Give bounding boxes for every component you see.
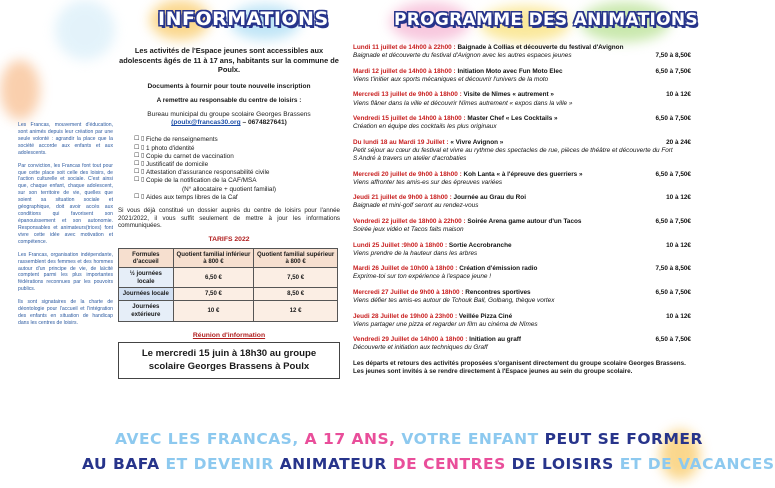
event-date: Vendredi 15 juillet de 14h00 à 18h00 : bbox=[353, 115, 466, 123]
event-header bbox=[353, 68, 691, 76]
event-price: 6,50 à 7,50€ bbox=[655, 336, 691, 344]
event-price: 6,50 à 7,50€ bbox=[655, 67, 691, 75]
event-date: Jeudi 28 Juillet de 19h00 à 23h00 : bbox=[353, 312, 458, 320]
event-description: Viens défier tes amis-es autour de Tchouk Ball, Golbang, thèque vortex bbox=[353, 297, 555, 305]
event-date: Vendredi 29 Juillet de 14h00 à 18h00 : bbox=[353, 336, 468, 344]
checkbox-icon: ☐ ▯ bbox=[134, 152, 145, 159]
event-name: Veillée Pizza Ciné bbox=[458, 312, 513, 320]
event-item bbox=[353, 44, 691, 60]
event-description: Viens prendre de la hauteur dans les arbres bbox=[353, 249, 478, 257]
event-header bbox=[353, 336, 691, 344]
table-cell: Journées locale bbox=[119, 288, 174, 301]
event-header bbox=[353, 265, 691, 273]
paint-splash bbox=[0, 60, 40, 120]
events-list bbox=[353, 44, 691, 353]
event-price: 6,50 à 7,50€ bbox=[655, 115, 691, 123]
event-price: 7,50 à 8,50€ bbox=[655, 52, 691, 60]
table-cell: ½ journées locale bbox=[119, 267, 174, 288]
event-date: Mardi 26 Juillet de 10h00 à 18h00 : bbox=[353, 265, 458, 273]
event-header bbox=[353, 218, 691, 226]
slogan-line-2: AU BAFA ET DEVENIR ANIMATEUR DE CENTRES DE LOISIRS ET DE VACANCES bbox=[82, 455, 775, 473]
reunion-title: Réunion d'information bbox=[192, 331, 266, 339]
table-cell: 12 € bbox=[254, 301, 338, 322]
table-header-row bbox=[119, 248, 338, 267]
checkbox-icon: ☐ ▯ bbox=[134, 144, 145, 151]
informations-title: INFORMATIONS bbox=[158, 8, 329, 30]
paragraph: Ils sont signataires de la charte de déontologie pour l'accueil et l'intégration des enfants en situation de handicap dans les centres de loisirs. bbox=[18, 299, 113, 326]
event-description: Baignade et mini-golf seront au rendez-vous bbox=[353, 202, 479, 210]
event-price: 6,50 à 7,50€ bbox=[655, 170, 691, 178]
event-description: Viens t'initier aux sports mécaniques et découvrir l'univers de la moto bbox=[353, 75, 549, 83]
event-description: Baignade et découverte du festival d'Avignon avec les autres espaces jeunes 7,50 à 8,50€ bbox=[353, 52, 691, 60]
slogan-line-1: AVEC LES FRANCAS, A 17 ANS, VOTRE ENFANT PEUT SE FORMER bbox=[115, 430, 703, 448]
event-description: Exprime-toi sur ton expérience à l'espace jeune ! bbox=[353, 273, 491, 281]
remettre-text: A remettre au responsable du centre de loisirs : bbox=[156, 97, 302, 105]
informations-section bbox=[118, 46, 340, 379]
documents-checklist bbox=[134, 136, 340, 202]
checkbox-icon: ☐ ▯ bbox=[134, 136, 145, 143]
dossier-note: Si vous déjà constitué un dossier auprès du centre de loisirs pour l'année 2021/2022, il vous suffit seulement de mettre à jour les informations communiquées. bbox=[118, 206, 340, 230]
event-name: Sortie Accrobranche bbox=[448, 241, 512, 249]
event-item bbox=[353, 68, 691, 84]
event-item bbox=[353, 115, 691, 131]
table-cell: 6,50 € bbox=[173, 267, 254, 288]
event-item bbox=[353, 218, 691, 234]
event-description: Soirée jeux vidéo et Tacos faits maison bbox=[353, 226, 464, 234]
event-name: Koh Lanta « à l'épreuve des guerriers » bbox=[463, 170, 583, 178]
table-row bbox=[119, 267, 338, 288]
event-header bbox=[353, 313, 691, 321]
event-date: Mercredi 20 juillet de 9h00 à 18h00 : bbox=[353, 170, 462, 178]
event-date: Mercredi 13 juillet de 9h00 à 18h00 : bbox=[353, 91, 462, 99]
event-name: Soirée Arena game autour d'un Tacos bbox=[467, 217, 582, 225]
list-item: ☐ ▯ Attestation d'assurance responsabilité civile bbox=[134, 169, 270, 177]
event-header bbox=[353, 91, 691, 99]
table-row bbox=[119, 301, 338, 322]
event-item bbox=[353, 171, 691, 187]
table-cell: Journées extérieure bbox=[119, 301, 174, 322]
event-price: 7,50 à 8,50€ bbox=[655, 265, 691, 273]
tarifs-table bbox=[118, 248, 338, 322]
event-description: Découverte et initiation aux techniques du Graff bbox=[353, 344, 488, 352]
event-name: Visite de Nîmes « autrement » bbox=[463, 91, 554, 99]
event-name: Initiation Moto avec Fun Moto Elec bbox=[457, 67, 563, 75]
event-price: 6,50 à 7,50€ bbox=[655, 217, 691, 225]
table-cell: 7,50 € bbox=[254, 267, 338, 288]
paint-splash bbox=[55, 0, 115, 60]
programme-section bbox=[353, 44, 691, 376]
event-item bbox=[353, 289, 691, 305]
event-name: Initiation au graff bbox=[469, 336, 522, 344]
footer-note: Les départs et retours des activités proposées s'organisent directement du groupe scolaire Georges Brassens. Les jeunes sont invités à se rendre directement à l'Espace jeunes au sein du groupe scolaire. bbox=[353, 359, 686, 376]
paragraph: Par conviction, les Francas font tout pour que cette place soit celle des loisirs, de l'action culturelle et sociale. C'est ainsi que, chaque enfant, chaque adolescent, sur son territoire de vie, quelles que soient sa situation sociale et géographique, doit avoir accès aux conditions qui favorisent son épanouissement et son autonomie. Responsables et animateurs(trices) font vivre cette idée avec motivation et compétence. bbox=[18, 162, 113, 245]
event-header bbox=[353, 242, 691, 250]
list-item: ☐ ▯ Aides aux temps libres de la Caf bbox=[134, 193, 238, 201]
event-item bbox=[353, 336, 691, 352]
event-item bbox=[353, 313, 691, 329]
event-date: Lundi 11 juillet de 14h00 à 22h00 : bbox=[353, 44, 456, 51]
list-item: ☐ ▯ 1 photo d'identité bbox=[134, 144, 195, 152]
event-item bbox=[353, 194, 691, 210]
event-description: Viens flâner dans la ville et découvrir Nîmes autrement « expos dans la ville » bbox=[353, 99, 573, 107]
programme-title: PROGRAMME DES ANIMATIONS bbox=[394, 10, 698, 30]
table-header: Quotient familial inférieur à 800 € bbox=[173, 248, 254, 267]
table-row bbox=[119, 288, 338, 301]
intro-text: Les activités de l'Espace jeunes sont accessibles aux adolescents âgés de 11 à 17 ans, habitants sur la commune de Poulx. bbox=[119, 46, 339, 75]
table-header: Formules d'accueil bbox=[119, 248, 174, 267]
event-name: Baignade à Collias et découverte du festival d'Avignon bbox=[457, 44, 624, 51]
list-item: ☐ ▯ Justificatif de domicile bbox=[134, 160, 209, 168]
table-header: Quotient familial supérieur à 800 € bbox=[254, 248, 338, 267]
table-cell: 10 € bbox=[173, 301, 254, 322]
event-date: Vendredi 22 juillet de 18h00 à 22h00 : bbox=[353, 217, 466, 225]
event-price: 6,50 à 7,50€ bbox=[655, 288, 691, 296]
table-cell: 7,50 € bbox=[173, 288, 254, 301]
event-name: Rencontres sportives bbox=[465, 288, 531, 296]
event-price: 10 à 12€ bbox=[666, 312, 691, 320]
paragraph: Les Francas, mouvement d'éducation, sont animés depuis leur création par une seule volonté : agrandir la place que la société accorde aux enfants et aux adolescents. bbox=[18, 122, 113, 156]
documents-title: Documents à fournir pour toute nouvelle inscription bbox=[147, 82, 311, 90]
checkbox-icon: ☐ ▯ bbox=[134, 169, 145, 176]
event-description: Viens partager une pizza et regarder un film au cinéma de Nîmes bbox=[353, 320, 538, 328]
bureau-contact bbox=[118, 111, 340, 128]
event-header bbox=[353, 115, 691, 123]
event-name: Création d'émission radio bbox=[459, 265, 538, 273]
checkbox-icon: ☐ ▯ bbox=[134, 193, 145, 200]
event-date: Jeudi 21 juillet de 9h00 à 18h00 : bbox=[353, 194, 452, 202]
event-header bbox=[353, 289, 691, 297]
event-item bbox=[353, 139, 691, 164]
event-price: 10 à 12€ bbox=[666, 91, 691, 99]
event-item bbox=[353, 91, 691, 107]
checkbox-icon: ☐ ▯ bbox=[134, 160, 145, 167]
event-name: « Vivre Avignon » bbox=[450, 138, 504, 146]
event-item bbox=[353, 265, 691, 281]
event-description: Viens affronter tes amis-es sur des épreuves variées bbox=[353, 178, 503, 186]
event-price: 10 à 12€ bbox=[666, 194, 691, 202]
event-name: Journée au Grau du Roi bbox=[453, 194, 526, 202]
list-item: ☐ ▯ Copie de la notification de la CAF/MSA bbox=[134, 177, 257, 185]
table-cell: 8,50 € bbox=[254, 288, 338, 301]
checkbox-icon: ☐ ▯ bbox=[134, 177, 145, 184]
list-item: (N° allocataire + quotient familial) bbox=[181, 185, 277, 193]
list-item: ☐ ▯ Copie du carnet de vaccination bbox=[134, 152, 234, 160]
event-price: 20 à 24€ bbox=[666, 138, 691, 146]
event-header bbox=[353, 44, 691, 52]
event-header bbox=[353, 194, 691, 202]
event-date: Du lundi 18 au Mardi 19 Juillet : bbox=[353, 138, 449, 146]
event-description: Création en équipe des cocktails les plus originaux bbox=[353, 123, 497, 131]
francas-description bbox=[18, 122, 113, 333]
event-header bbox=[353, 171, 691, 179]
tarifs-title: TARIFS 2022 bbox=[208, 236, 250, 244]
event-item bbox=[353, 242, 691, 258]
list-item: ☐ ▯ Fiche de renseignements bbox=[134, 136, 218, 144]
event-header bbox=[353, 139, 691, 147]
event-price: 10 à 12€ bbox=[666, 241, 691, 249]
event-date: Mercredi 27 Juillet de 9h00 à 18h00 : bbox=[353, 288, 464, 296]
phone-number: – 0674827641) bbox=[240, 118, 287, 126]
event-date: Lundi 25 Juillet :9h00 à 18h00 : bbox=[353, 241, 448, 249]
bureau-line: Bureau municipal du groupe scolaire Georges Brassens bbox=[147, 110, 311, 118]
reunion-box: Le mercredi 15 juin à 18h30 au groupe scolaire Georges Brassens à Poulx bbox=[118, 342, 340, 379]
event-date: Mardi 12 juillet de 14h00 à 18h00 : bbox=[353, 67, 456, 75]
event-description: Petit séjour au cœur du festival et vivre au rythme des spectacles de rue, pièces de théâtre et découverte du Fort S André à travers un atelier d'acrobaties bbox=[353, 146, 673, 163]
event-name: Master Chef « Les Cocktails » bbox=[467, 115, 558, 123]
paragraph: Les Francas, organisation indépendante, rassemblent des femmes et des hommes autour d'un principe de vie, de laïcité comptent parmi les plus importantes fédérations reconnues par les pouvoirs publics. bbox=[18, 251, 113, 293]
email-link[interactable]: (poulx@francas30.org bbox=[171, 118, 241, 126]
